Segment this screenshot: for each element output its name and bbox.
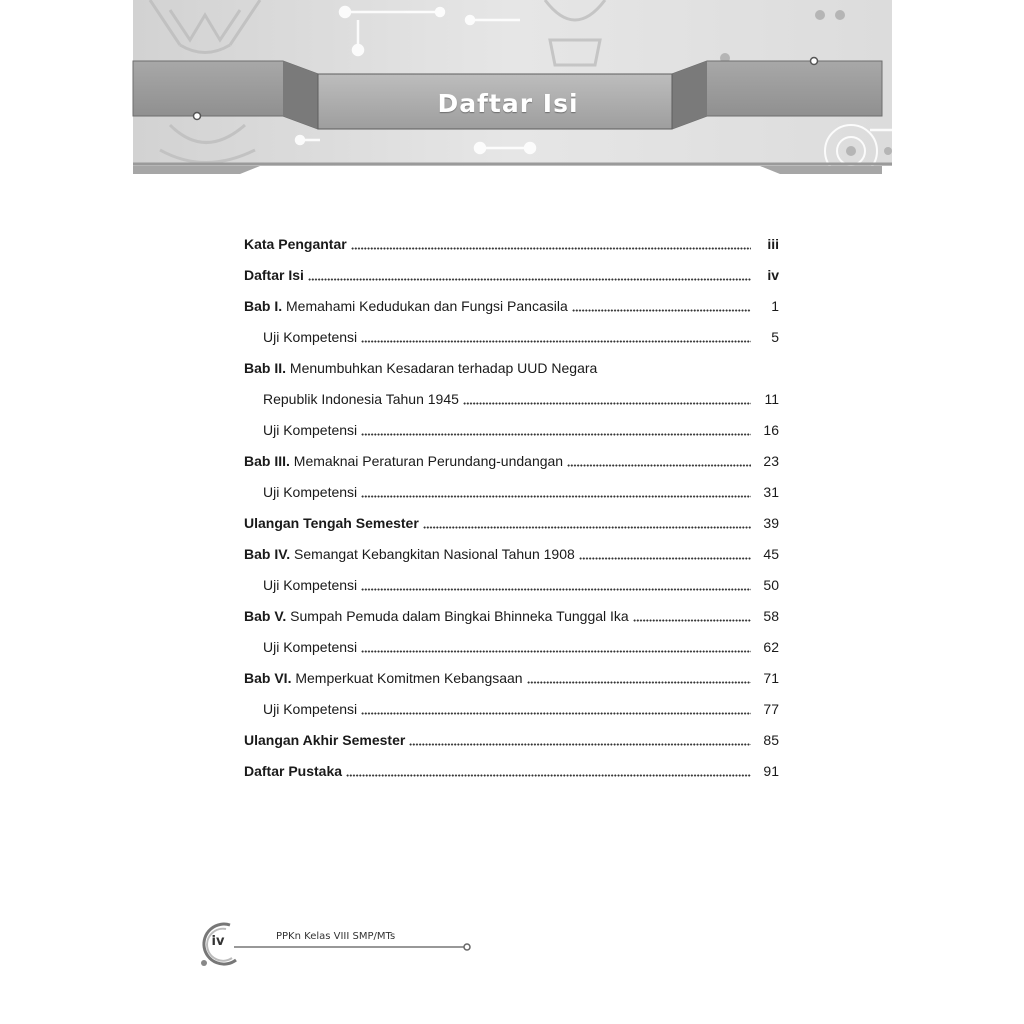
dot-leader (346, 765, 751, 777)
toc-page-number: 58 (763, 608, 779, 624)
toc-page-number: 16 (763, 422, 779, 438)
toc-entry-title (244, 607, 633, 625)
toc-entry-title (263, 483, 361, 501)
toc-page-number: 85 (763, 732, 779, 748)
toc-entry-title (244, 266, 308, 284)
toc-entry (244, 718, 779, 749)
toc-page-number: 23 (763, 453, 779, 469)
toc-entry (244, 222, 779, 253)
dot-leader (463, 393, 751, 405)
toc-page-number: 31 (763, 484, 779, 500)
dot-leader (361, 424, 751, 436)
dot-leader (633, 610, 751, 622)
toc-entry-prefix: Bab I. (244, 298, 283, 314)
toc-entry-prefix: Bab II. (244, 360, 287, 376)
toc-entry-title (244, 669, 527, 687)
toc-entry-prefix: Bab IV. (244, 546, 291, 562)
toc-page-number: 5 (771, 329, 779, 345)
toc-entry (244, 656, 779, 687)
toc-entry-text: Menumbuhkan Kesadaran terhadap UUD Negara (286, 360, 598, 376)
dot-leader (308, 269, 751, 281)
toc-entry (244, 253, 779, 284)
toc-entry-prefix: Bab III. (244, 453, 290, 469)
toc-entry-title (244, 762, 346, 780)
dot-leader (361, 641, 751, 653)
toc-entry-prefix: Daftar Isi (244, 267, 304, 283)
toc-entry-prefix: Bab V. (244, 608, 287, 624)
toc-entry (244, 470, 779, 501)
toc-entry-text: Uji Kompetensi (263, 577, 358, 593)
toc-page-number: 77 (763, 701, 779, 717)
page-footer (196, 920, 486, 970)
toc-entry-title (244, 359, 601, 377)
toc-entry-text: Memahami Kedudukan dan Fungsi Pancasila (282, 298, 568, 314)
table-of-contents (244, 222, 779, 780)
page-number-badge (196, 920, 486, 970)
dot-leader (351, 238, 751, 250)
toc-entry-prefix: Bab VI. (244, 670, 292, 686)
toc-entry (244, 687, 779, 718)
toc-entry-title (263, 638, 361, 656)
toc-page-number: 50 (763, 577, 779, 593)
toc-entry-prefix: Kata Pengantar (244, 236, 347, 252)
toc-entry (244, 532, 779, 563)
toc-entry-title (263, 390, 463, 408)
dot-leader (409, 734, 751, 746)
toc-entry-text: Uji Kompetensi (263, 422, 358, 438)
toc-page-number: 62 (763, 639, 779, 655)
toc-entry-title (244, 235, 351, 253)
toc-page-number: 45 (763, 546, 779, 562)
footer-book-title: PPKn Kelas VIII SMP/MTs (276, 931, 396, 942)
toc-entry-title (263, 576, 361, 594)
dot-leader (567, 455, 751, 467)
toc-entry-title (244, 514, 423, 532)
toc-entry-text: Semangat Kebangkitan Nasional Tahun 1908 (290, 546, 575, 562)
toc-entry (244, 594, 779, 625)
toc-entry (244, 439, 779, 470)
dot-leader (527, 672, 751, 684)
dot-leader (361, 703, 751, 715)
toc-entry-text: Uji Kompetensi (263, 484, 358, 500)
toc-entry (244, 625, 779, 656)
toc-entry-text: Sumpah Pemuda dalam Bingkai Bhinneka Tunggal Ika (286, 608, 629, 624)
toc-entry (244, 377, 779, 408)
toc-entry-prefix: Daftar Pustaka (244, 763, 343, 779)
toc-entry-title (263, 421, 361, 439)
toc-entry-title (244, 731, 409, 749)
toc-page-number: 39 (763, 515, 779, 531)
toc-entry-text: Uji Kompetensi (263, 329, 358, 345)
toc-page-number: iii (767, 236, 779, 252)
dot-leader (579, 548, 751, 560)
toc-entry-title (244, 545, 579, 563)
toc-entry (244, 501, 779, 532)
page-title: Daftar Isi (437, 89, 579, 118)
toc-page-number: 91 (763, 763, 779, 779)
toc-entry-text: Uji Kompetensi (263, 639, 358, 655)
toc-entry-prefix: Ulangan Tengah Semester (244, 515, 419, 531)
toc-page-number: 11 (764, 391, 779, 407)
toc-entry-title (244, 297, 572, 315)
toc-entry-text: Uji Kompetensi (263, 701, 358, 717)
toc-entry (244, 563, 779, 594)
toc-entry (244, 315, 779, 346)
toc-page-number: iv (767, 267, 779, 283)
dot-leader (361, 579, 751, 591)
toc-entry (244, 284, 779, 315)
toc-entry-title (263, 328, 361, 346)
dot-leader (572, 300, 751, 312)
toc-entry (244, 346, 779, 377)
toc-entry-title (263, 700, 361, 718)
dot-leader (423, 517, 751, 529)
dot-leader (361, 486, 751, 498)
toc-page-number: 1 (771, 298, 779, 314)
toc-entry (244, 749, 779, 780)
toc-entry-text: Memperkuat Komitmen Kebangsaan (291, 670, 523, 686)
toc-entry-prefix: Ulangan Akhir Semester (244, 732, 406, 748)
toc-entry-title (244, 452, 567, 470)
toc-page-number: 71 (763, 670, 779, 686)
dot-leader (361, 331, 751, 343)
toc-entry-text: Republik Indonesia Tahun 1945 (263, 391, 459, 407)
toc-entry-text: Memaknai Peraturan Perundang-undangan (289, 453, 564, 469)
footer-page-number: iv (211, 934, 225, 949)
toc-entry (244, 408, 779, 439)
